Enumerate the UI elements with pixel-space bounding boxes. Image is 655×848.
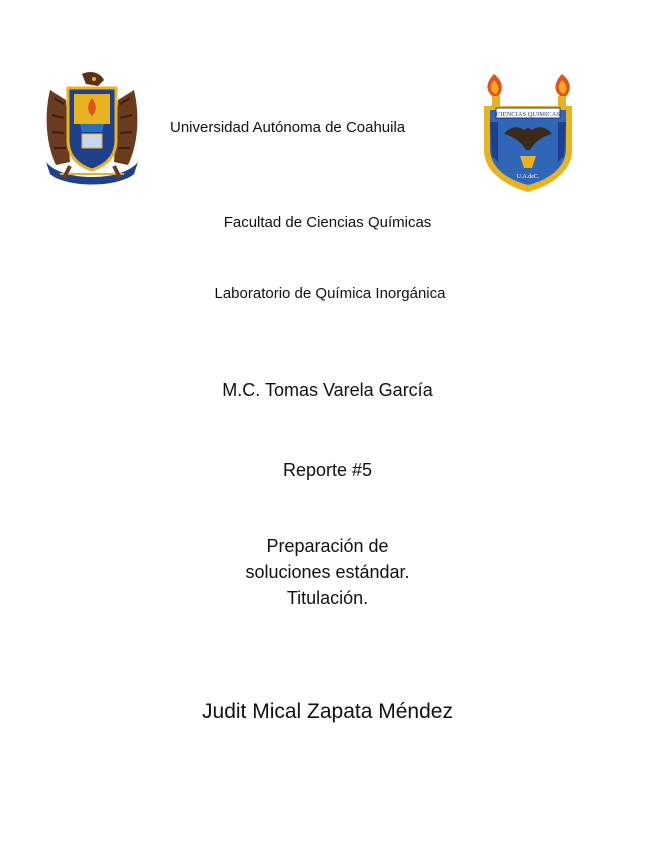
laboratory-name: Laboratorio de Química Inorgánica (214, 285, 446, 302)
faculty-name: Facultad de Ciencias Químicas (223, 214, 432, 231)
report-title-line: soluciones estándar. (245, 562, 410, 582)
faculty-crest-icon (474, 72, 582, 194)
crest-shield-text: U.A.deC. (516, 174, 540, 180)
report-title-line: Titulación. (286, 588, 369, 608)
report-title (0, 533, 655, 611)
university-coat-of-arms-icon (42, 70, 142, 188)
crest-banner-text: CIENCIAS QUIMICAS (496, 111, 560, 118)
report-number: Reporte #5 (282, 460, 373, 480)
author-name: Judit Mical Zapata Méndez (202, 700, 453, 723)
professor-name: M.C. Tomas Varela García (222, 380, 433, 400)
report-title-line: Preparación de (266, 536, 389, 556)
university-name: Universidad Autónoma de Coahuila (170, 119, 406, 136)
